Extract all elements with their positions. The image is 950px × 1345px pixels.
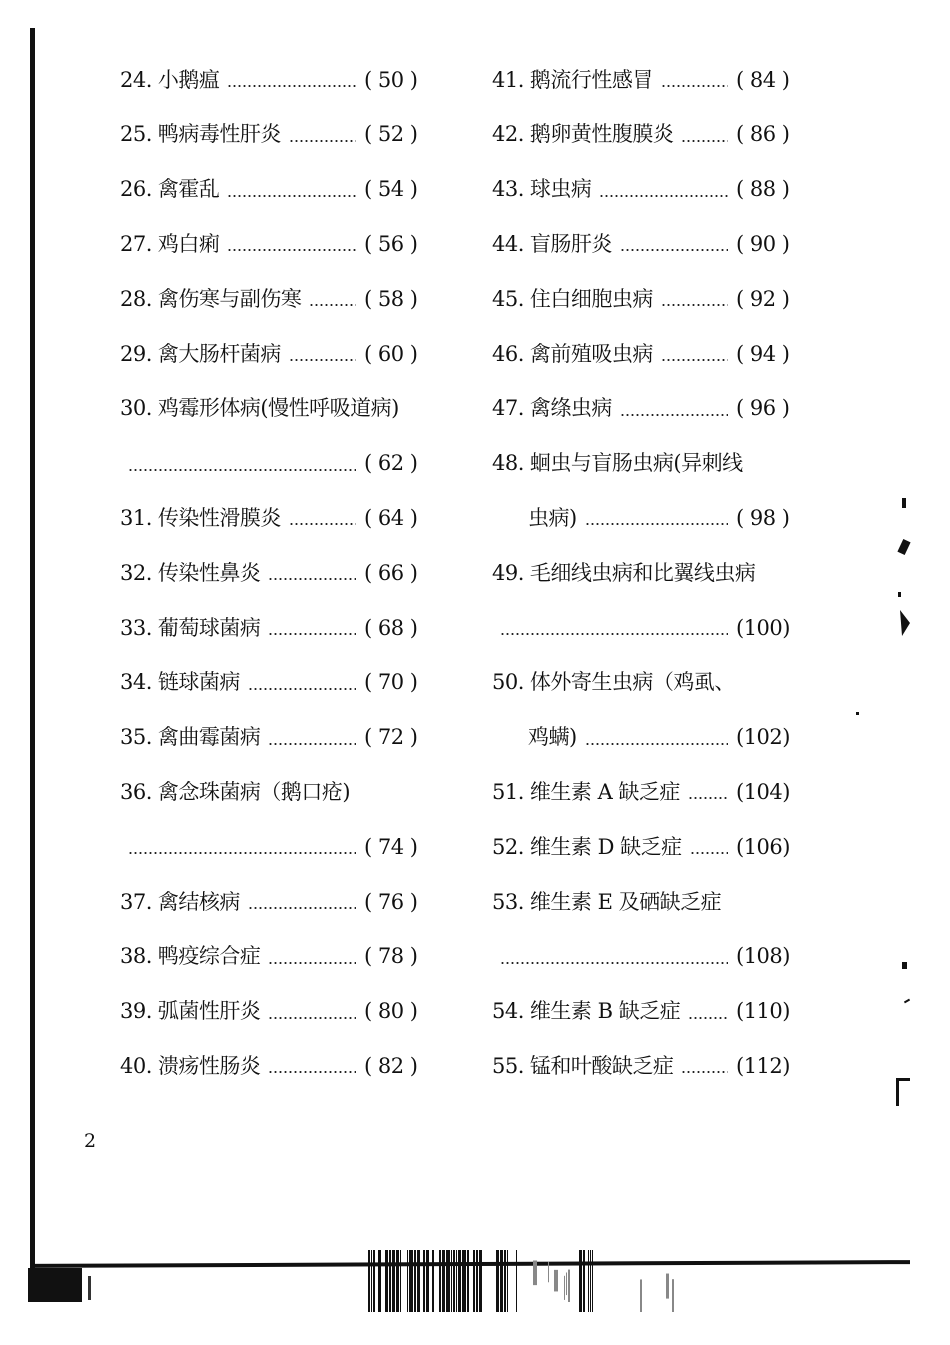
scan-speck [897, 539, 910, 555]
barcode-bar [504, 1250, 506, 1312]
toc-entry-number: 46. [492, 341, 524, 366]
scan-speck [904, 999, 910, 1004]
toc-entry [120, 1046, 418, 1086]
toc-entry-title: 禽霍乱 [157, 177, 220, 202]
toc-entry-page: ( 98 ) [736, 505, 790, 530]
dot-leader [585, 523, 728, 525]
scan-edge-tick [88, 1276, 91, 1300]
barcode-bar [442, 1250, 445, 1312]
toc-entry-page: ( 62 ) [364, 451, 418, 476]
toc-entry-number: 42. [492, 122, 524, 147]
barcode-bar [496, 1250, 499, 1312]
toc-entry-number: 34. [120, 670, 152, 695]
toc-entry-title: 禽大肠杆菌病 [157, 341, 281, 366]
toc-entry [492, 663, 782, 703]
toc-entry-page: (112) [736, 1053, 790, 1078]
toc-entry-title: 虫病) [528, 505, 577, 530]
toc-entry-text [120, 505, 281, 530]
dot-leader [620, 414, 728, 416]
toc-entry-page: ( 86 ) [736, 122, 790, 147]
scan-speck [902, 962, 907, 969]
toc-entry [120, 718, 418, 758]
dot-leader [681, 140, 728, 142]
toc-entry [492, 882, 782, 922]
toc-entry [120, 553, 418, 593]
toc-entry-page: ( 70 ) [364, 670, 418, 695]
toc-entry [492, 608, 790, 648]
toc-entry-text [120, 67, 220, 92]
toc-entry-title: 葡萄球菌病 [157, 615, 261, 640]
toc-entry [492, 389, 790, 429]
toc-entry [492, 827, 790, 867]
toc-entry [492, 444, 782, 484]
toc-entry-number: 28. [120, 286, 152, 311]
barcode-bar [407, 1250, 408, 1312]
toc-entry [492, 772, 790, 812]
dot-leader [585, 743, 728, 745]
scan-speck [896, 1078, 899, 1106]
dot-leader [268, 1071, 356, 1073]
toc-entry-number: 24. [120, 67, 152, 92]
toc-entry-text [492, 505, 577, 530]
barcode-bar [389, 1250, 391, 1312]
toc-entry-title: 传染性鼻炎 [157, 560, 261, 585]
toc-entry-number: 51. [492, 779, 524, 804]
barcode-bar [446, 1250, 450, 1312]
toc-entry-title: 锰和叶酸缺乏症 [529, 1053, 674, 1078]
toc-entry-title: 小鹅瘟 [157, 67, 220, 92]
dot-leader [268, 633, 356, 635]
toc-entry-title: 禽伤寒与副伤寒 [157, 286, 302, 311]
barcode-bar [368, 1250, 370, 1312]
toc-entry-title: 鹅卵黄性腹膜炎 [529, 122, 674, 147]
toc-entry-text [492, 286, 653, 311]
toc-entry-number: 45. [492, 286, 524, 311]
toc-entry-text [492, 672, 735, 693]
toc-entry-text [492, 124, 673, 145]
toc-entry-text [120, 889, 240, 914]
toc-entry-title: 鸭病毒性肝炎 [157, 122, 281, 147]
toc-entry-title: 球虫病 [529, 177, 592, 202]
toc-entry-title: 鹅流行性感冒 [529, 67, 653, 92]
toc-entry [120, 827, 418, 867]
toc-entry-number: 49. [492, 560, 524, 585]
toc-entry-title: 体外寄生虫病（鸡虱、 [529, 670, 735, 695]
toc-entry-text [492, 1001, 680, 1022]
toc-entry-page: ( 82 ) [364, 1053, 418, 1078]
toc-entry [120, 937, 418, 977]
barcode-bar [476, 1250, 478, 1312]
toc-entry-title: 溃疡性肠炎 [157, 1053, 261, 1078]
toc-entry-page: ( 88 ) [736, 177, 790, 202]
barcode-bar [640, 1279, 642, 1312]
dot-leader [500, 962, 728, 964]
dot-leader [688, 797, 728, 799]
barcode-bar [590, 1250, 591, 1312]
toc-entry-title: 禽念珠菌病（鹅口疮) [157, 779, 351, 804]
toc-entry-title: 维生素 E 及硒缺乏症 [529, 889, 722, 914]
dot-leader [289, 140, 356, 142]
barcode-bar [588, 1250, 589, 1312]
toc-entry-page: ( 60 ) [364, 341, 418, 366]
dot-leader [248, 907, 356, 909]
toc-entry-text [492, 453, 743, 474]
toc-entry [492, 937, 790, 977]
scan-edge-block [28, 1268, 82, 1302]
toc-entry-number: 54. [492, 999, 524, 1024]
toc-entry-text [492, 889, 722, 914]
toc-entry-title: 住白细胞虫病 [529, 286, 653, 311]
toc-entry-page: ( 90 ) [736, 231, 790, 256]
barcode-bar [467, 1250, 469, 1312]
dot-leader [661, 359, 728, 361]
toc-entry [120, 772, 410, 812]
toc-entry-text [120, 286, 302, 311]
toc-entry-number: 25. [120, 122, 152, 147]
toc-entry [120, 334, 418, 374]
toc-entry-title: 维生素 D 缺乏症 [529, 834, 682, 859]
toc-entry-page: ( 72 ) [364, 725, 418, 750]
toc-entry-page: ( 78 ) [364, 944, 418, 969]
barcode-bar [373, 1250, 375, 1312]
toc-entry [492, 224, 790, 264]
barcode-bar [533, 1260, 537, 1285]
toc-entry-title: 鸭疫综合症 [157, 944, 261, 969]
barcode-bar [568, 1270, 570, 1302]
toc-entry-page: ( 92 ) [736, 286, 790, 311]
toc-entry-number: 48. [492, 451, 524, 476]
toc-entry-page: ( 56 ) [364, 231, 418, 256]
dot-leader [268, 1017, 356, 1019]
toc-entry [120, 170, 418, 210]
dot-leader [289, 523, 356, 525]
toc-entry [492, 170, 790, 210]
barcode-bar [672, 1279, 674, 1312]
toc-entry [120, 992, 418, 1032]
toc-entry-text [120, 398, 399, 419]
toc-entry [120, 608, 418, 648]
toc-entry-number: 35. [120, 725, 152, 750]
barcode-strip [368, 1250, 678, 1312]
toc-entry-page: ( 52 ) [364, 122, 418, 147]
toc-entry [120, 60, 418, 100]
toc-entry-page: ( 84 ) [736, 67, 790, 92]
toc-entry-number: 47. [492, 396, 524, 421]
toc-entry [492, 279, 790, 319]
barcode-bar [396, 1250, 399, 1312]
toc-entry-title: 毛细线虫病和比翼线虫病 [529, 560, 756, 585]
toc-entry-page: ( 58 ) [364, 286, 418, 311]
barcode-bar [400, 1250, 401, 1312]
dot-leader [500, 633, 728, 635]
toc-entry-number: 26. [120, 177, 152, 202]
toc-entry-text [492, 67, 653, 92]
toc-entry-title: 链球菌病 [157, 670, 240, 695]
toc-entry-text [492, 179, 591, 200]
toc-entry [492, 1046, 790, 1086]
scan-speck [900, 610, 910, 636]
toc-entry-number: 38. [120, 944, 152, 969]
toc-entry [120, 115, 418, 155]
toc-entry-number: 50. [492, 670, 524, 695]
toc-entry-page: ( 96 ) [736, 396, 790, 421]
toc-entry-number: 31. [120, 505, 152, 530]
toc-entry-number: 30. [120, 396, 152, 421]
toc-entry-title: 传染性滑膜炎 [157, 505, 281, 530]
dot-leader [289, 359, 356, 361]
toc-entry-page: ( 68 ) [364, 615, 418, 640]
toc-entry-text [492, 398, 612, 419]
toc-entry [120, 882, 418, 922]
toc-entry-title: 弧菌性肝炎 [157, 999, 261, 1024]
barcode-bar [432, 1250, 434, 1312]
toc-entry-text [120, 1053, 261, 1078]
toc-entry [120, 279, 418, 319]
toc-entry-number: 33. [120, 615, 152, 640]
toc-entry [492, 498, 790, 538]
toc-entry-title: 禽前殖吸虫病 [529, 341, 653, 366]
toc-entry-title: 盲肠肝炎 [529, 231, 612, 256]
barcode-bar [473, 1250, 475, 1312]
toc-entry [120, 663, 418, 703]
toc-entry-number: 41. [492, 67, 524, 92]
toc-entry-page: ( 64 ) [364, 505, 418, 530]
toc-entry-text [120, 341, 281, 366]
toc-entry-page: ( 54 ) [364, 177, 418, 202]
toc-entry-text [492, 727, 577, 748]
scan-speck [856, 712, 859, 715]
dot-leader [681, 1071, 728, 1073]
toc-entry-page: (108) [736, 944, 790, 969]
toc-entry-text [120, 560, 261, 585]
dot-leader [268, 962, 356, 964]
toc-entry-number: 37. [120, 889, 152, 914]
toc-entry [120, 224, 418, 264]
barcode-bar [516, 1250, 517, 1312]
toc-entry-text [120, 779, 351, 804]
toc-entry-title: 鸡白痢 [157, 231, 220, 256]
dot-leader [248, 688, 356, 690]
toc-entry-page: (106) [736, 834, 790, 859]
barcode-bar [500, 1250, 503, 1312]
toc-entry-title: 维生素 A 缺乏症 [529, 779, 680, 804]
toc-entry-page: ( 76 ) [364, 889, 418, 914]
barcode-bar [414, 1250, 416, 1312]
barcode-bar [548, 1262, 549, 1283]
dot-leader [128, 469, 356, 471]
toc-entry-title: 蛔虫与盲肠虫病(异刺线 [529, 451, 743, 476]
barcode-bar [385, 1250, 388, 1312]
toc-entry-title: 禽绦虫病 [529, 396, 612, 421]
dot-leader [128, 852, 356, 854]
toc-entry [492, 992, 790, 1032]
toc-entry-number: 32. [120, 560, 152, 585]
barcode-bar [666, 1274, 669, 1299]
barcode-bar [566, 1272, 567, 1295]
barcode-bar [426, 1250, 429, 1312]
toc-entry-title: 禽曲霉菌病 [157, 725, 261, 750]
toc-entry-text [492, 779, 680, 804]
toc-entry-text [120, 1001, 260, 1022]
toc-entry-number: 40. [120, 1053, 152, 1078]
toc-entry [120, 444, 418, 484]
toc-entry-title: 鸡霉形体病(慢性呼吸道病) [157, 396, 399, 421]
toc-entry-title: 鸡螨) [528, 725, 577, 750]
toc-entry-page: (110) [736, 999, 790, 1024]
toc-entry-text [120, 672, 240, 693]
toc-entry-page: ( 50 ) [364, 67, 418, 92]
toc-entry [492, 60, 790, 100]
barcode-bar [479, 1250, 482, 1312]
toc-entry [492, 718, 790, 758]
toc-entry-title: 禽结核病 [157, 889, 240, 914]
barcode-bar [453, 1250, 455, 1312]
barcode-bar [507, 1250, 508, 1312]
toc-entry-text [492, 560, 756, 585]
barcode-bar [583, 1250, 585, 1312]
toc-entry-text [492, 231, 612, 256]
toc-entry-text [120, 946, 260, 967]
toc-entry-number: 44. [492, 231, 524, 256]
dot-leader [227, 85, 356, 87]
barcode-bar [456, 1250, 457, 1312]
toc-entry-text [120, 231, 220, 256]
barcode-bar [439, 1250, 441, 1312]
toc-entry-number: 53. [492, 889, 524, 914]
barcode-bar [417, 1250, 420, 1312]
toc-entry-number: 39. [120, 999, 152, 1024]
toc-entry-text [120, 615, 261, 640]
toc-entry [120, 389, 410, 429]
barcode-bar [579, 1250, 582, 1312]
barcode-bar [392, 1250, 395, 1312]
toc-entry-text [120, 727, 260, 748]
dot-leader [599, 195, 728, 197]
barcode-bar [371, 1250, 372, 1312]
page-spine-shadow [30, 28, 35, 1268]
toc-entry [120, 498, 418, 538]
barcode-bar [554, 1270, 558, 1292]
barcode-bar [592, 1250, 593, 1312]
barcode-bar [423, 1250, 425, 1312]
toc-entry-number: 29. [120, 341, 152, 366]
toc-entry-text [492, 341, 653, 366]
toc-entry-page: ( 80 ) [364, 999, 418, 1024]
scan-speck [902, 498, 906, 508]
toc-entry-page: ( 94 ) [736, 341, 790, 366]
barcode-bar [462, 1250, 466, 1312]
toc-entry-page: ( 66 ) [364, 560, 418, 585]
toc-entry-number: 27. [120, 231, 152, 256]
barcode-bar [378, 1250, 381, 1312]
toc-entry-text [120, 179, 219, 200]
toc-entry [492, 115, 790, 155]
dot-leader [268, 743, 356, 745]
scan-speck [896, 1078, 910, 1081]
toc-entry-text [120, 124, 281, 145]
dot-leader [227, 195, 356, 197]
toc-entry [492, 334, 790, 374]
toc-entry-number: 43. [492, 177, 524, 202]
toc-entry-page: (104) [736, 779, 790, 804]
dot-leader [620, 249, 728, 251]
toc-entry-number: 36. [120, 779, 152, 804]
toc-entry-number: 55. [492, 1053, 524, 1078]
dot-leader [661, 304, 728, 306]
dot-leader [688, 1017, 728, 1019]
barcode-bar [409, 1250, 413, 1312]
dot-leader [661, 85, 728, 87]
barcode-bar [564, 1276, 565, 1300]
page-number: 2 [84, 1130, 97, 1152]
toc-entry-text [492, 834, 682, 859]
toc-entry-page: ( 74 ) [364, 834, 418, 859]
barcode-bar [458, 1250, 461, 1312]
dot-leader [227, 249, 356, 251]
dot-leader [309, 304, 356, 306]
toc-entry-page: (102) [736, 725, 790, 750]
dot-leader [690, 852, 728, 854]
toc-entry-page: (100) [736, 615, 790, 640]
scan-speck [898, 592, 901, 597]
toc-entry-number: 52. [492, 834, 524, 859]
barcode-bar [451, 1250, 452, 1312]
toc-entry [492, 553, 782, 593]
toc-entry-title: 维生素 B 缺乏症 [529, 999, 681, 1024]
toc-entry-text [492, 1053, 674, 1078]
dot-leader [268, 578, 356, 580]
